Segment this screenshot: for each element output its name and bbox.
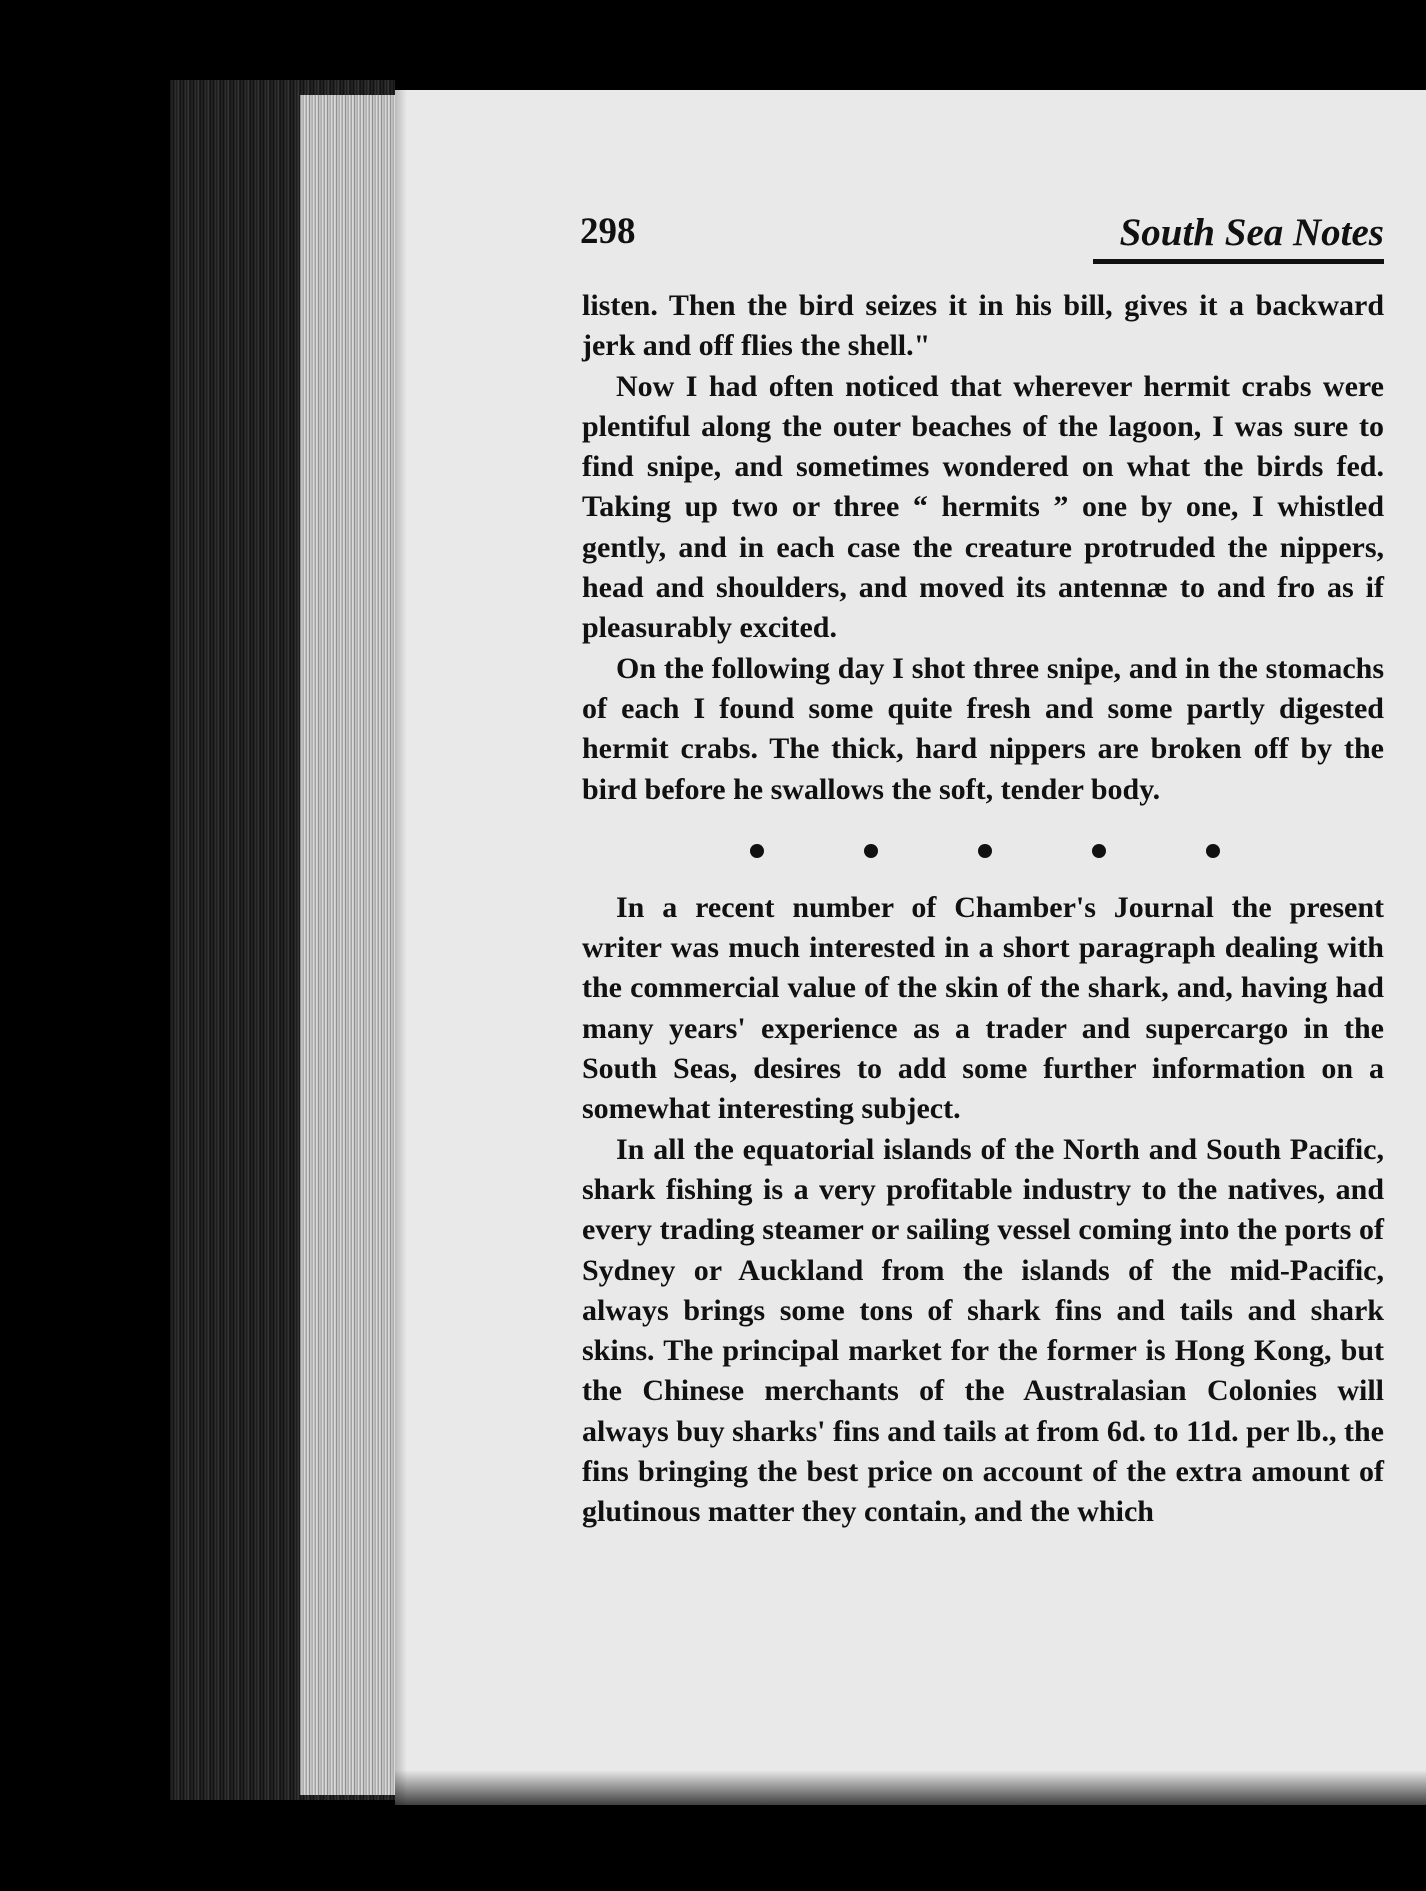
running-title: South Sea Notes bbox=[1119, 211, 1384, 254]
page-number: 298 bbox=[580, 211, 636, 252]
paragraph-3: On the following day I shot three snipe, and in the stomachs of each I found some quite fresh and some partly digested hermit crabs. The thick, hard nippers are broken off by the bird before he swallows the soft, tender body. bbox=[582, 651, 1384, 806]
paragraph-2: Now I had often noticed that wherever hermit crabs were plentiful along the outer beaches of the lagoon, I was sure to find snipe, and sometimes wondered on what the birds fed. Taking up two or three “ hermits ” one by one, I whistled gently, and in each case the creature protruded the nippers, head and shoulders, and moved its antennæ to and fro as if pleasurably excited. bbox=[582, 369, 1384, 645]
bottom-shadow bbox=[395, 1770, 1426, 1891]
paragraph-5: In all the equatorial islands of the North and South Pacific, shark fishing is a very profitable industry to the natives, and every trading steamer or sailing vessel coming into the ports of Sydney or Auckland from the islands of the mid-Pacific, always brings some tons of shark fins and tails and shark skins. The principal market for the former is Hong Kong, but the Chinese merchants of the Australasian Colonies will always buy sharks' fins and tails at from 6d. to 11d. per lb., the fins bringing the best price on account of the extra amount of glutinous matter they contain, and the which bbox=[582, 1132, 1384, 1529]
section-break-ornament bbox=[750, 844, 1220, 858]
ornament-dot bbox=[1092, 844, 1106, 858]
running-head bbox=[580, 210, 1384, 266]
ornament-dot bbox=[1206, 844, 1220, 858]
paragraph-1: listen. Then the bird seizes it in his bill, gives it a backward jerk and off flies the shell." bbox=[582, 289, 1384, 363]
ornament-dot bbox=[750, 844, 764, 858]
ornament-dot bbox=[864, 844, 878, 858]
paragraph-4: In a recent number of Chamber's Journal the present writer was much interested in a short paragraph dealing with the commercial value of the skin of the shark, and, having had many years' experience as a trader and supercargo in the South Seas, desires to add some further information on a somewhat interesting subject. bbox=[582, 890, 1384, 1126]
ornament-dot bbox=[978, 844, 992, 858]
body-text bbox=[582, 286, 1384, 1533]
running-title-underline bbox=[1093, 259, 1384, 264]
book-page-edges-highlight bbox=[300, 95, 395, 1795]
